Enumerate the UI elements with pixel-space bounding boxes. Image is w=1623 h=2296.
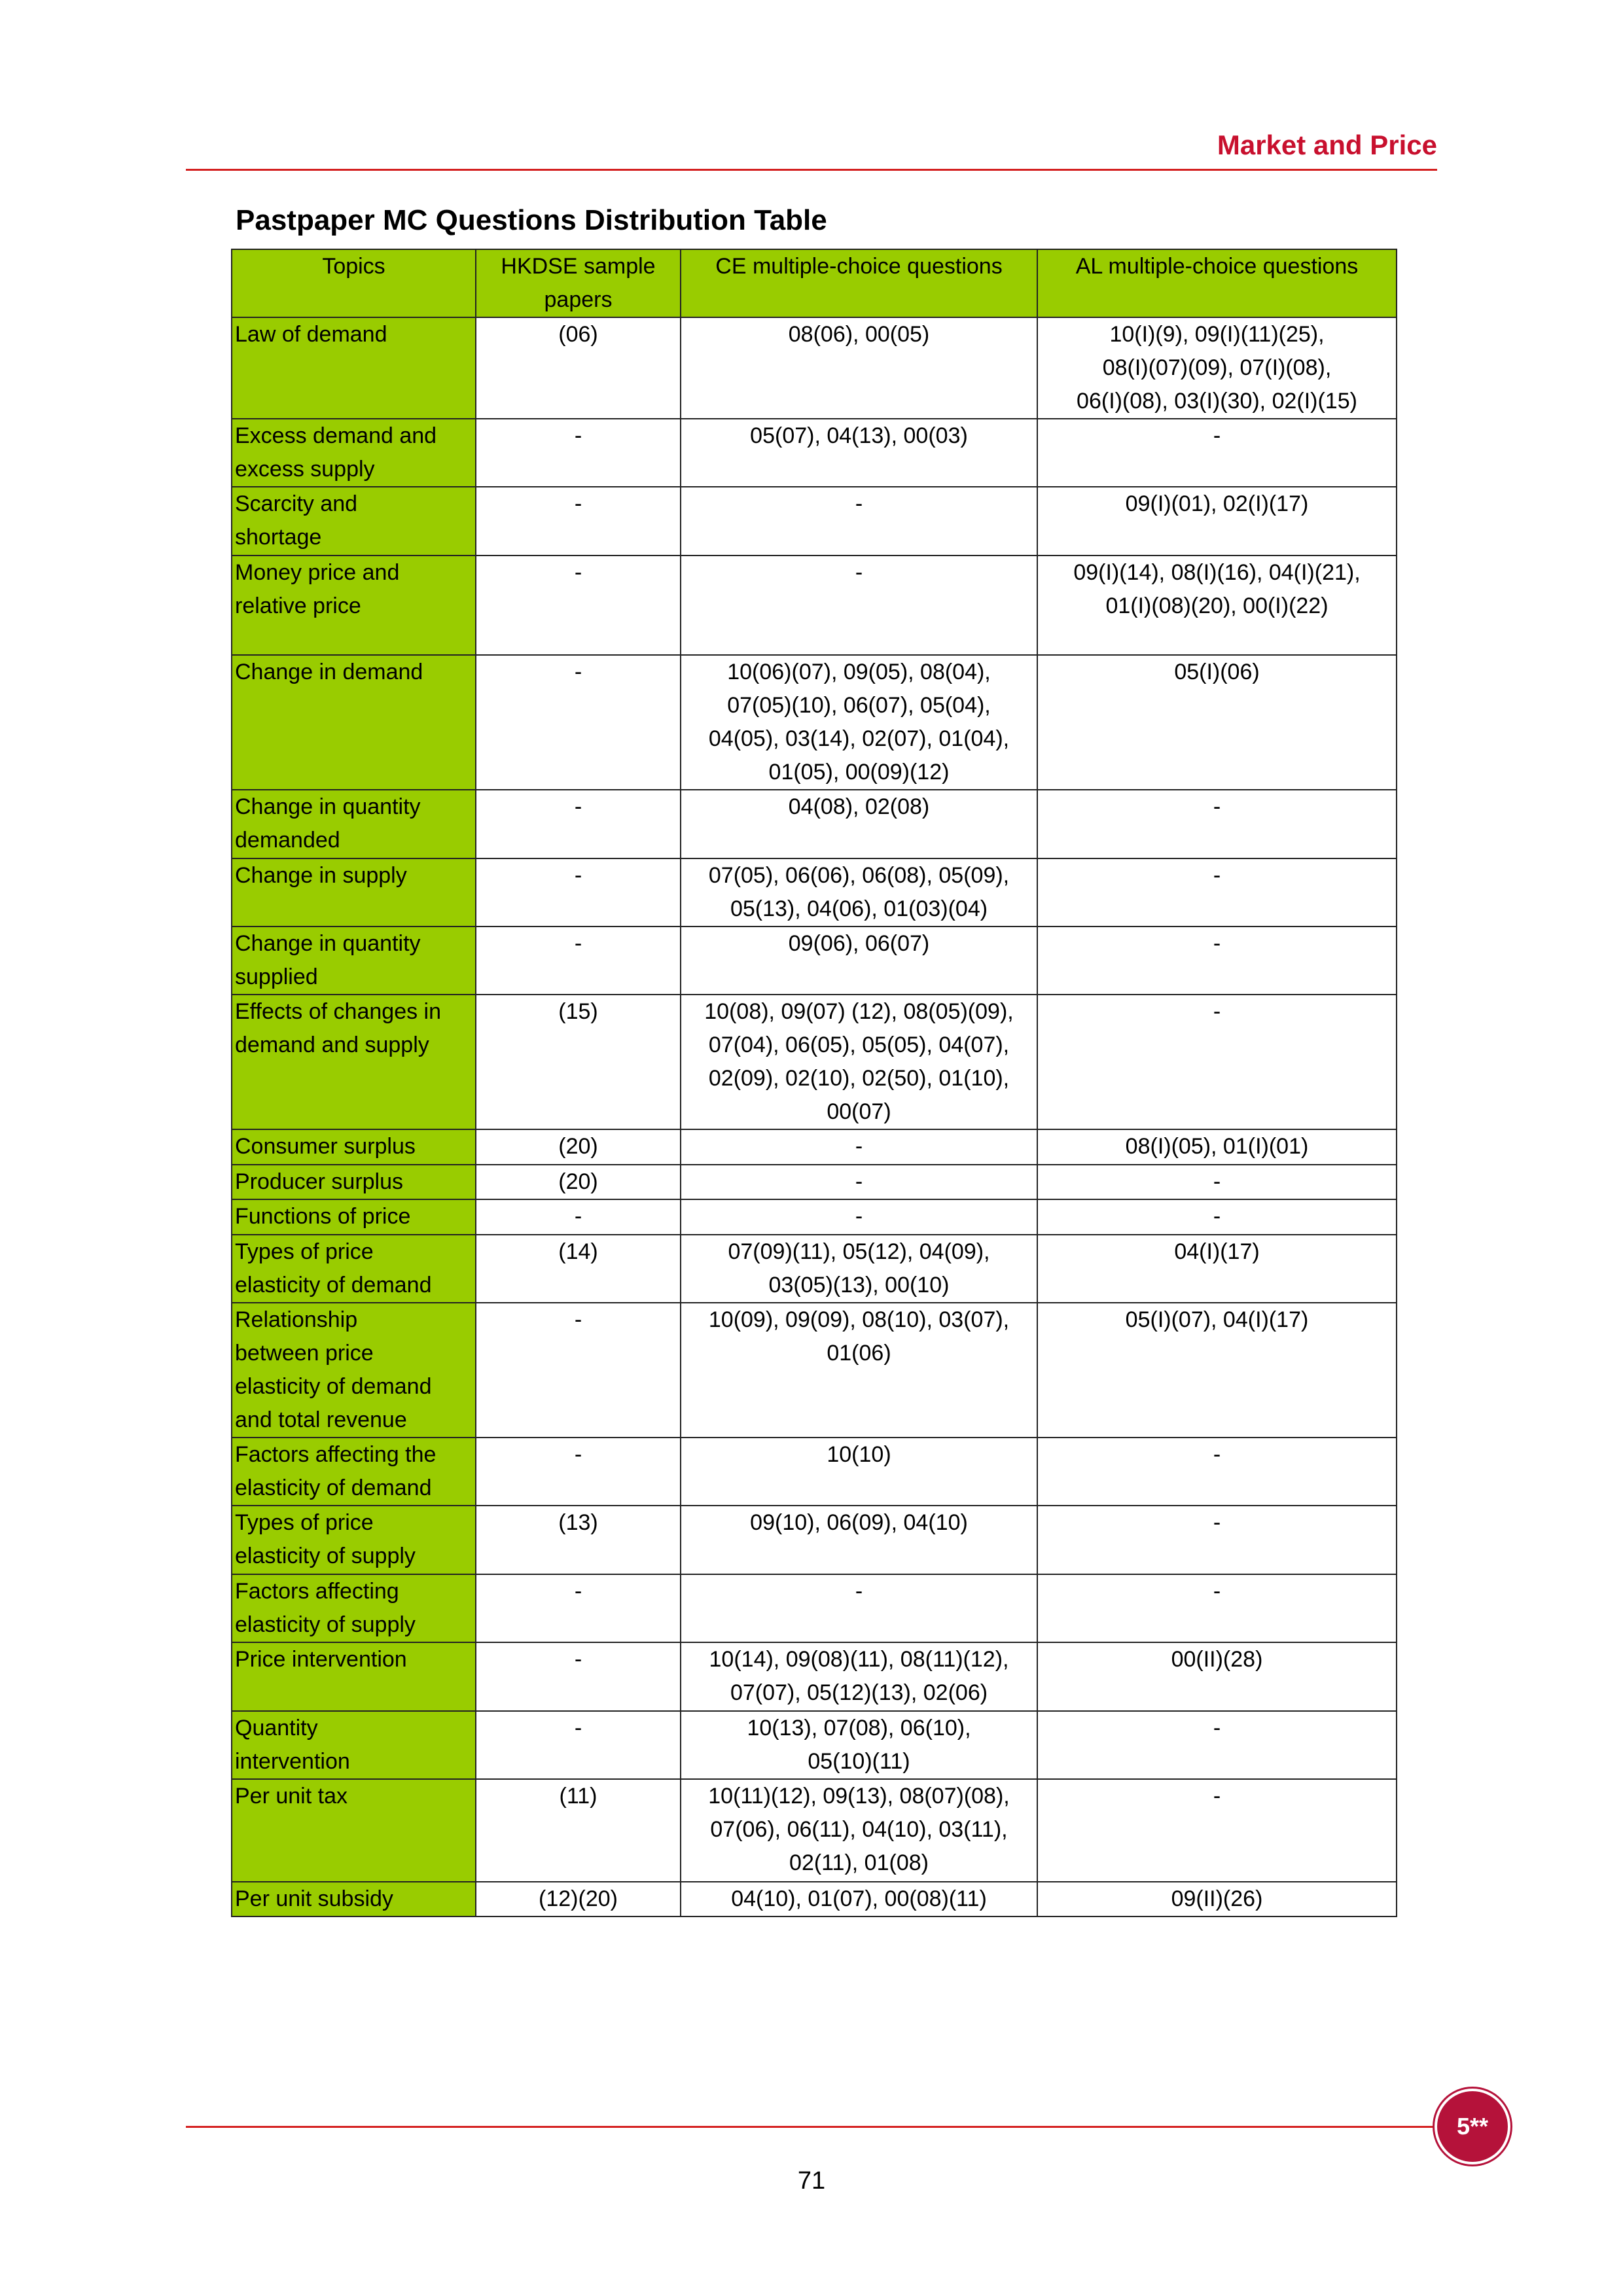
cell-ce: 09(06), 06(07)	[681, 927, 1037, 995]
cell-topic: Types of price elasticity of demand	[232, 1235, 476, 1303]
table-row	[232, 1165, 1397, 1199]
cell-topic: Functions of price	[232, 1199, 476, 1235]
cell-ce: -	[681, 1574, 1037, 1642]
cell-topic: Types of price elasticity of supply	[232, 1506, 476, 1574]
cell-ce: 10(13), 07(08), 06(10), 05(10)(11)	[681, 1711, 1037, 1779]
table-row	[232, 317, 1397, 419]
cell-ce: 07(09)(11), 05(12), 04(09), 03(05)(13), 00(10)	[681, 1235, 1037, 1303]
cell-ce: 04(08), 02(08)	[681, 790, 1037, 858]
cell-al: -	[1037, 790, 1397, 858]
column-header: CE multiple-choice questions	[681, 249, 1037, 317]
cell-hkdse: (11)	[476, 1779, 681, 1882]
table-row	[232, 1303, 1397, 1438]
table-row	[232, 1506, 1397, 1574]
cell-al: -	[1037, 927, 1397, 995]
cell-hkdse: -	[476, 487, 681, 556]
cell-ce: -	[681, 1199, 1037, 1235]
cell-al: -	[1037, 858, 1397, 927]
section-title: Market and Price	[1217, 130, 1437, 160]
footer-divider	[186, 2126, 1442, 2128]
table-row	[232, 655, 1397, 790]
cell-topic: Change in quantity demanded	[232, 790, 476, 858]
table-row	[232, 858, 1397, 927]
table-row	[232, 1235, 1397, 1303]
cell-hkdse: -	[476, 927, 681, 995]
cell-al: 05(I)(06)	[1037, 655, 1397, 790]
cell-topic: Change in quantity supplied	[232, 927, 476, 995]
column-header: HKDSE sample papers	[476, 249, 681, 317]
cell-hkdse: -	[476, 1303, 681, 1438]
table-row	[232, 1129, 1397, 1165]
cell-ce: -	[681, 1165, 1037, 1199]
cell-ce: -	[681, 487, 1037, 556]
cell-hkdse: (20)	[476, 1129, 681, 1165]
cell-hkdse: (13)	[476, 1506, 681, 1574]
cell-al: 09(I)(14), 08(I)(16), 04(I)(21), 01(I)(08)(20), 00(I)(22)	[1037, 556, 1397, 655]
cell-topic: Factors affecting the elasticity of demand	[232, 1438, 476, 1506]
cell-ce: 10(09), 09(09), 08(10), 03(07), 01(06)	[681, 1303, 1037, 1438]
cell-al: 08(I)(05), 01(I)(01)	[1037, 1129, 1397, 1165]
cell-hkdse: (12)(20)	[476, 1882, 681, 1916]
table-row	[232, 1438, 1397, 1506]
table-row	[232, 1574, 1397, 1642]
cell-ce: -	[681, 556, 1037, 655]
cell-al: -	[1037, 1165, 1397, 1199]
table-row	[232, 1882, 1397, 1916]
cell-al: 09(II)(26)	[1037, 1882, 1397, 1916]
page-number: 71	[797, 2167, 826, 2195]
cell-topic: Relationship between price elasticity of demand and total revenue	[232, 1303, 476, 1438]
cell-topic: Scarcity and shortage	[232, 487, 476, 556]
table-row	[232, 1779, 1397, 1882]
cell-topic: Money price and relative price	[232, 556, 476, 655]
cell-topic: Change in supply	[232, 858, 476, 927]
table-row	[232, 487, 1397, 556]
table-row	[232, 1199, 1397, 1235]
cell-hkdse: -	[476, 1711, 681, 1779]
cell-topic: Change in demand	[232, 655, 476, 790]
cell-hkdse: -	[476, 790, 681, 858]
table-row	[232, 790, 1397, 858]
cell-al: -	[1037, 995, 1397, 1129]
cell-ce: 10(10)	[681, 1438, 1037, 1506]
cell-topic: Law of demand	[232, 317, 476, 419]
cell-hkdse: -	[476, 1438, 681, 1506]
cell-ce: 10(11)(12), 09(13), 08(07)(08), 07(06), 06(11), 04(10), 03(11), 02(11), 01(08)	[681, 1779, 1037, 1882]
cell-al: 04(I)(17)	[1037, 1235, 1397, 1303]
cell-hkdse: -	[476, 1199, 681, 1235]
table-row	[232, 419, 1397, 487]
cell-ce: 10(06)(07), 09(05), 08(04), 07(05)(10), 06(07), 05(04), 04(05), 03(14), 02(07), 01(04), 01(05), 00(09)(12)	[681, 655, 1037, 790]
cell-topic: Effects of changes in demand and supply	[232, 995, 476, 1129]
grade-badge-logo	[1437, 2091, 1508, 2162]
column-header: Topics	[232, 249, 476, 317]
cell-ce: 09(10), 06(09), 04(10)	[681, 1506, 1037, 1574]
cell-ce: 07(05), 06(06), 06(08), 05(09), 05(13), 04(06), 01(03)(04)	[681, 858, 1037, 927]
cell-topic: Per unit tax	[232, 1779, 476, 1882]
cell-al: 05(I)(07), 04(I)(17)	[1037, 1303, 1397, 1438]
cell-al: -	[1037, 419, 1397, 487]
table-header-row	[232, 249, 1397, 317]
cell-topic: Quantity intervention	[232, 1711, 476, 1779]
cell-al: 10(I)(9), 09(I)(11)(25), 08(I)(07)(09), 07(I)(08), 06(I)(08), 03(I)(30), 02(I)(15)	[1037, 317, 1397, 419]
cell-ce: 10(14), 09(08)(11), 08(11)(12), 07(07), 05(12)(13), 02(06)	[681, 1642, 1037, 1711]
cell-topic: Factors affecting elasticity of supply	[232, 1574, 476, 1642]
cell-topic: Consumer surplus	[232, 1129, 476, 1165]
cell-hkdse: -	[476, 419, 681, 487]
cell-hkdse: (14)	[476, 1235, 681, 1303]
cell-al: -	[1037, 1711, 1397, 1779]
table-row	[232, 1642, 1397, 1711]
cell-hkdse: -	[476, 1642, 681, 1711]
cell-hkdse: -	[476, 556, 681, 655]
cell-al: -	[1037, 1574, 1397, 1642]
table-row	[232, 1711, 1397, 1779]
cell-topic: Producer surplus	[232, 1165, 476, 1199]
cell-ce: 08(06), 00(05)	[681, 317, 1037, 419]
cell-al: -	[1037, 1438, 1397, 1506]
cell-hkdse: -	[476, 858, 681, 927]
cell-al: -	[1037, 1199, 1397, 1235]
cell-ce: 04(10), 01(07), 00(08)(11)	[681, 1882, 1037, 1916]
table-row	[232, 556, 1397, 655]
cell-ce: 10(08), 09(07) (12), 08(05)(09), 07(04), 06(05), 05(05), 04(07), 02(09), 02(10), 02(50), 01(10), 00(07)	[681, 995, 1037, 1129]
cell-hkdse: (06)	[476, 317, 681, 419]
cell-ce: 05(07), 04(13), 00(03)	[681, 419, 1037, 487]
cell-hkdse: (20)	[476, 1165, 681, 1199]
cell-topic: Per unit subsidy	[232, 1882, 476, 1916]
table-row	[232, 995, 1397, 1129]
badge-text: 5**	[1456, 2113, 1489, 2140]
header-divider	[186, 169, 1437, 171]
distribution-table	[231, 249, 1397, 1917]
table-row	[232, 927, 1397, 995]
page-title: Pastpaper MC Questions Distribution Table	[236, 204, 827, 236]
cell-topic: Price intervention	[232, 1642, 476, 1711]
cell-hkdse: (15)	[476, 995, 681, 1129]
cell-al: 09(I)(01), 02(I)(17)	[1037, 487, 1397, 556]
cell-al: -	[1037, 1506, 1397, 1574]
column-header: AL multiple-choice questions	[1037, 249, 1397, 317]
cell-al: 00(II)(28)	[1037, 1642, 1397, 1711]
cell-ce: -	[681, 1129, 1037, 1165]
cell-al: -	[1037, 1779, 1397, 1882]
cell-hkdse: -	[476, 1574, 681, 1642]
cell-hkdse: -	[476, 655, 681, 790]
cell-topic: Excess demand and excess supply	[232, 419, 476, 487]
